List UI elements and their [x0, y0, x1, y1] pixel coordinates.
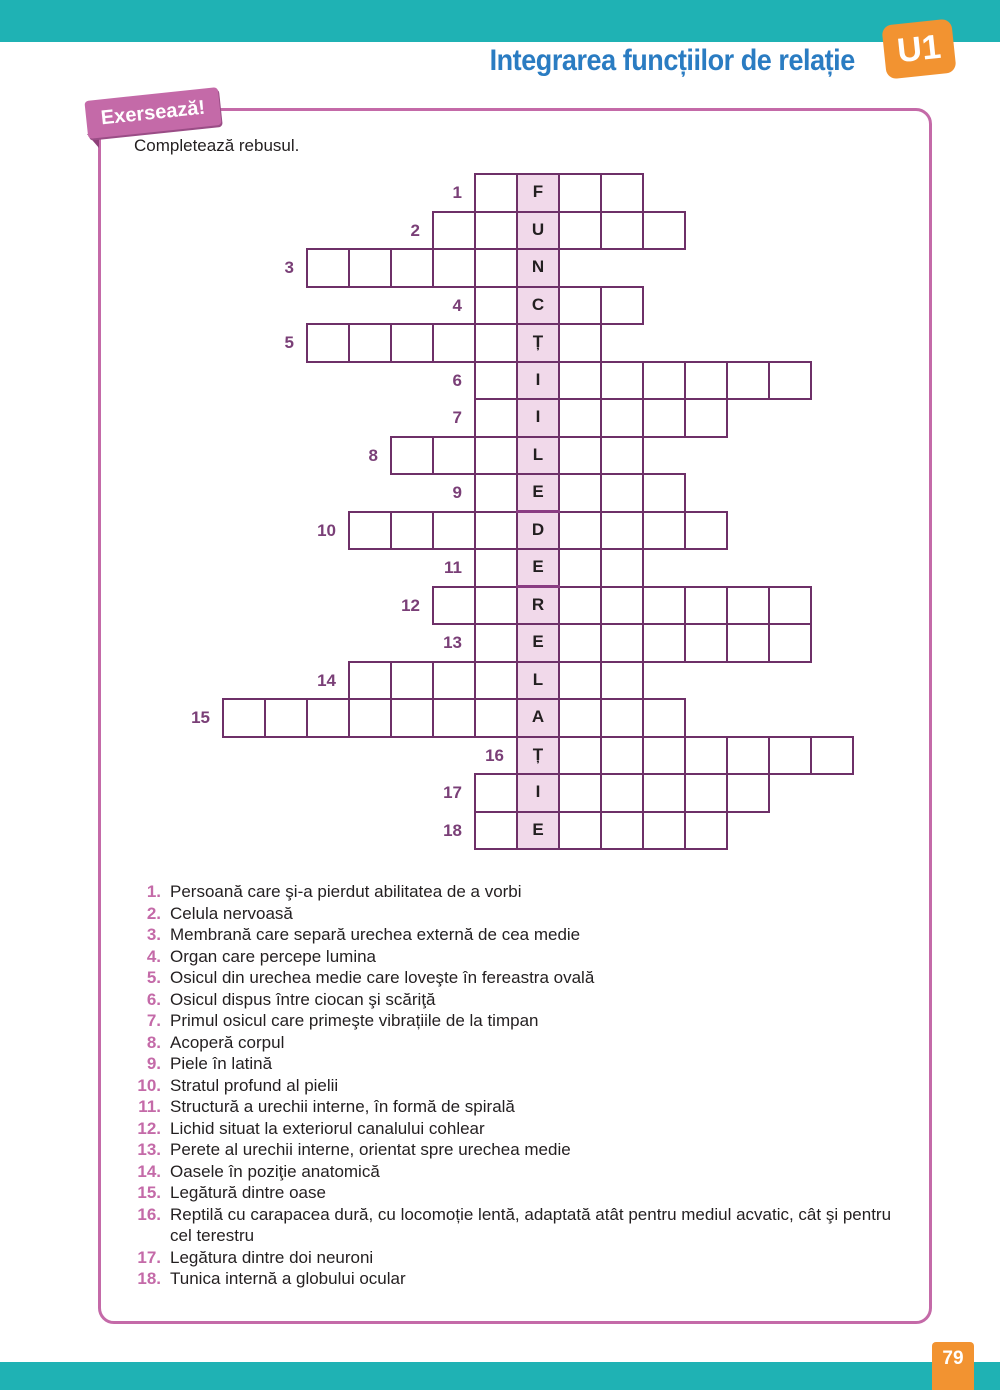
clue-number: 18.: [137, 1269, 161, 1288]
clue-number: 7.: [146, 1011, 161, 1030]
key-letter: E: [532, 819, 544, 839]
answer-cell[interactable]: [348, 661, 392, 701]
clue-item: [128, 967, 908, 989]
row-number: 2: [410, 220, 420, 240]
clue-item: [128, 1161, 908, 1183]
row-number: 5: [284, 333, 294, 352]
row-number: 10: [317, 520, 336, 540]
answer-cell[interactable]: [222, 698, 266, 738]
clue-number: 8.: [146, 1032, 161, 1052]
clue-item: [128, 1247, 908, 1269]
answer-cell[interactable]: [432, 323, 476, 363]
answer-cell[interactable]: [390, 323, 434, 363]
clue-text: Acoperă corpul: [170, 1032, 285, 1052]
clue-number: 12.: [137, 1118, 161, 1138]
answer-cell[interactable]: [684, 511, 728, 551]
answer-cell[interactable]: [348, 698, 392, 738]
answer-cell[interactable]: [432, 211, 476, 251]
answer-cell[interactable]: [558, 323, 602, 363]
row-number: 13: [443, 633, 462, 652]
answer-cell[interactable]: [474, 623, 518, 663]
answer-cell[interactable]: [600, 511, 644, 551]
row-number: 7: [452, 408, 462, 427]
answer-cell[interactable]: [474, 511, 518, 551]
answer-cell[interactable]: [600, 211, 644, 251]
answer-cell[interactable]: [600, 173, 644, 213]
answer-cell[interactable]: [642, 773, 686, 813]
clue-number: 10.: [137, 1075, 161, 1095]
word-separator: [516, 585, 560, 588]
exercise-tab: Exersează!: [84, 87, 221, 139]
answer-cell[interactable]: [600, 398, 644, 438]
clue-text: Primul osicul care primeşte vibrațiile de la timpan: [170, 1011, 539, 1030]
answer-cell[interactable]: [432, 661, 476, 701]
answer-cell[interactable]: [558, 736, 602, 776]
clue-text: Structură a urechii interne, în formă de spirală: [170, 1097, 515, 1116]
answer-cell[interactable]: [600, 473, 644, 513]
answer-cell[interactable]: [474, 398, 518, 438]
answer-cell[interactable]: [684, 398, 728, 438]
answer-cell[interactable]: [558, 361, 602, 401]
answer-cell[interactable]: [432, 436, 476, 476]
answer-cell[interactable]: [474, 436, 518, 476]
clue-number: 13.: [137, 1140, 161, 1159]
answer-cell[interactable]: [390, 248, 434, 288]
answer-cell[interactable]: [474, 811, 518, 851]
clue-text: Legătura dintre doi neuroni: [170, 1247, 374, 1267]
row-number: 15: [191, 708, 210, 727]
key-letter: C: [531, 294, 545, 314]
row-number: 8: [368, 445, 378, 465]
answer-cell[interactable]: [768, 623, 812, 663]
clue-number: 15.: [137, 1183, 161, 1202]
clue-item: [128, 1204, 908, 1247]
answer-cell[interactable]: [642, 698, 686, 738]
key-letter: L: [532, 669, 544, 689]
answer-cell[interactable]: [726, 623, 770, 663]
answer-cell[interactable]: [432, 511, 476, 551]
answer-cell[interactable]: [600, 586, 644, 626]
clue-text: Lichid situat la exteriorul canalului cohlear: [170, 1118, 485, 1138]
answer-cell[interactable]: [600, 661, 644, 701]
answer-cell[interactable]: [642, 623, 686, 663]
answer-cell[interactable]: [558, 811, 602, 851]
clue-number: 2.: [146, 903, 161, 923]
clue-text: Persoană care şi-a pierdut abilitatea de a vorbi: [170, 882, 522, 901]
answer-cell[interactable]: [600, 736, 644, 776]
key-letter: I: [535, 369, 541, 389]
answer-cell[interactable]: [684, 811, 728, 851]
row-number: 3: [284, 258, 294, 277]
answer-cell[interactable]: [768, 736, 812, 776]
exercise-instruction: Completează rebusul.: [134, 136, 300, 155]
answer-cell[interactable]: [642, 511, 686, 551]
answer-cell[interactable]: [306, 248, 350, 288]
answer-cell[interactable]: [642, 473, 686, 513]
answer-cell[interactable]: [348, 323, 392, 363]
row-number: 12: [401, 595, 420, 615]
clue-number: 17.: [137, 1247, 161, 1267]
answer-cell[interactable]: [390, 436, 434, 476]
clue-number: 11.: [138, 1097, 161, 1116]
clue-text: Membrană care separă urechea externă de cea medie: [170, 925, 581, 944]
clue-number: 4.: [146, 946, 161, 966]
answer-cell[interactable]: [684, 361, 728, 401]
clue-number: 16.: [137, 1204, 161, 1224]
key-letter: U: [531, 219, 545, 239]
row-number: 4: [452, 295, 462, 315]
answer-cell[interactable]: [474, 286, 518, 326]
key-letter: L: [532, 444, 544, 464]
row-number: 18: [443, 820, 462, 840]
clue-item: [128, 1053, 908, 1075]
key-letter: I: [535, 782, 541, 801]
answer-cell[interactable]: [390, 698, 434, 738]
clue-item: [128, 989, 908, 1011]
clue-text: Oasele în poziţie anatomică: [170, 1161, 380, 1181]
clue-text: Osicul dispus între ciocan şi scăriţă: [170, 989, 436, 1009]
answer-cell[interactable]: [726, 773, 770, 813]
answer-cell[interactable]: [642, 398, 686, 438]
clue-item: [128, 1139, 908, 1161]
answer-cell[interactable]: [474, 323, 518, 363]
answer-cell[interactable]: [768, 361, 812, 401]
answer-cell[interactable]: [390, 661, 434, 701]
answer-cell[interactable]: [348, 248, 392, 288]
unit-badge: U1: [881, 18, 956, 79]
answer-cell[interactable]: [684, 736, 728, 776]
key-letter: N: [531, 257, 545, 276]
clue-number: 6.: [146, 989, 161, 1009]
chapter-title: Integrarea funcțiilor de relație: [489, 44, 855, 77]
clue-text: Reptilă cu carapacea dură, cu locomoție lentă, adaptată atât pentru mediul acvatic, cât şi pentru cel terestru: [170, 1204, 892, 1245]
key-letter: E: [532, 557, 544, 576]
clue-item: [128, 946, 908, 968]
answer-cell[interactable]: [474, 661, 518, 701]
clue-number: 1.: [146, 882, 161, 901]
clue-number: 5.: [146, 968, 161, 987]
answer-cell[interactable]: [558, 661, 602, 701]
row-number: 11: [444, 558, 462, 577]
key-letter: E: [532, 482, 544, 501]
clue-number: 3.: [146, 925, 161, 944]
key-letter: I: [535, 407, 541, 426]
answer-cell[interactable]: [264, 698, 308, 738]
answer-cell[interactable]: [558, 398, 602, 438]
answer-cell[interactable]: [474, 698, 518, 738]
answer-cell[interactable]: [474, 586, 518, 626]
answer-cell[interactable]: [474, 361, 518, 401]
answer-cell[interactable]: [558, 286, 602, 326]
word-separator: [516, 510, 560, 513]
answer-cell[interactable]: [642, 211, 686, 251]
row-number: 14: [317, 670, 336, 690]
answer-cell[interactable]: [642, 361, 686, 401]
clue-text: Organ care percepe lumina: [170, 946, 377, 966]
clue-text: Tunica internă a globului ocular: [170, 1269, 406, 1288]
key-letter: D: [531, 519, 545, 539]
answer-cell[interactable]: [558, 586, 602, 626]
clue-item: [128, 1032, 908, 1054]
key-letter: R: [531, 594, 545, 614]
answer-cell[interactable]: [768, 586, 812, 626]
answer-cell[interactable]: [684, 586, 728, 626]
answer-cell[interactable]: [600, 773, 644, 813]
clue-list: [128, 881, 908, 1290]
answer-cell[interactable]: [600, 623, 644, 663]
answer-cell[interactable]: [474, 211, 518, 251]
key-letter: E: [532, 632, 544, 651]
clue-text: Legătură dintre oase: [170, 1183, 326, 1202]
answer-cell[interactable]: [642, 736, 686, 776]
answer-cell[interactable]: [474, 473, 518, 513]
clue-item: [128, 1118, 908, 1140]
answer-cell[interactable]: [432, 248, 476, 288]
answer-cell[interactable]: [474, 773, 518, 813]
answer-cell[interactable]: [558, 436, 602, 476]
answer-cell[interactable]: [474, 248, 518, 288]
row-number: 17: [443, 783, 462, 802]
answer-cell[interactable]: [600, 698, 644, 738]
answer-cell[interactable]: [726, 736, 770, 776]
clue-item: [128, 1182, 908, 1204]
clue-item: [128, 881, 908, 903]
answer-cell[interactable]: [810, 736, 854, 776]
key-letter: A: [531, 707, 545, 726]
answer-cell[interactable]: [306, 323, 350, 363]
key-letter: F: [532, 182, 544, 201]
answer-cell[interactable]: [306, 698, 350, 738]
clue-item: [128, 1010, 908, 1032]
answer-cell[interactable]: [558, 623, 602, 663]
answer-cell[interactable]: [390, 511, 434, 551]
answer-cell[interactable]: [600, 436, 644, 476]
page-number: 79: [932, 1342, 974, 1390]
answer-cell[interactable]: [600, 286, 644, 326]
answer-cell[interactable]: [474, 548, 518, 588]
answer-cell[interactable]: [558, 511, 602, 551]
clue-text: Celula nervoasă: [170, 903, 293, 923]
row-number: 1: [452, 183, 462, 202]
answer-cell[interactable]: [558, 773, 602, 813]
answer-cell[interactable]: [348, 511, 392, 551]
answer-cell[interactable]: [432, 586, 476, 626]
answer-cell[interactable]: [558, 698, 602, 738]
clue-item: [128, 1268, 908, 1290]
answer-cell[interactable]: [558, 473, 602, 513]
clue-item: [128, 1075, 908, 1097]
clue-number: 9.: [146, 1054, 161, 1073]
answer-cell[interactable]: [600, 548, 644, 588]
answer-cell[interactable]: [474, 173, 518, 213]
key-letter: Ț: [532, 332, 544, 351]
clue-text: Perete al urechii interne, orientat spre urechea medie: [170, 1140, 571, 1159]
clue-text: Stratul profund al pielii: [170, 1075, 339, 1095]
answer-cell[interactable]: [684, 773, 728, 813]
clue-item: [128, 903, 908, 925]
answer-cell[interactable]: [558, 548, 602, 588]
clue-number: 14.: [137, 1161, 161, 1181]
answer-cell[interactable]: [642, 586, 686, 626]
answer-cell[interactable]: [726, 586, 770, 626]
row-number: 6: [452, 370, 462, 390]
answer-cell[interactable]: [684, 623, 728, 663]
answer-cell[interactable]: [558, 211, 602, 251]
answer-cell[interactable]: [432, 698, 476, 738]
key-letter: Ț: [532, 744, 544, 764]
answer-cell[interactable]: [558, 173, 602, 213]
clue-item: [128, 924, 908, 946]
answer-cell[interactable]: [600, 811, 644, 851]
answer-cell[interactable]: [642, 811, 686, 851]
clue-text: Piele în latină: [170, 1054, 273, 1073]
clue-text: Osicul din urechea medie care loveşte în fereastra ovală: [170, 968, 595, 987]
clue-item: [128, 1096, 908, 1118]
answer-cell[interactable]: [600, 361, 644, 401]
bottom-banner: [0, 1362, 1000, 1390]
answer-cell[interactable]: [726, 361, 770, 401]
row-number: 9: [452, 483, 462, 502]
row-number: 16: [485, 745, 504, 765]
